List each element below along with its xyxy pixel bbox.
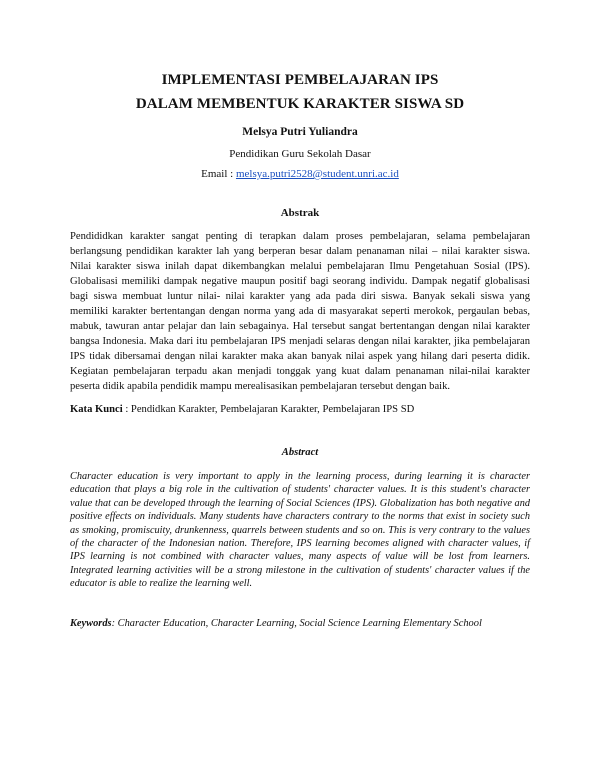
email-label: Email :	[201, 168, 236, 180]
kata-kunci-values: : Pendidkan Karakter, Pembelajaran Karakter, Pembelajaran IPS SD	[122, 404, 415, 415]
paper-title-line-2: DALAM MEMBENTUK KARAKTER SISWA SD	[135, 96, 465, 112]
keywords-values: : Character Education, Character Learning, Social Science Learning Elementary School	[111, 618, 482, 629]
abstrak-heading: Abstrak	[280, 207, 320, 219]
kata-kunci-label: Kata Kunci	[70, 404, 123, 415]
author-email-line	[0, 168, 600, 180]
abstrak-body: Pendididkan karakter sangat penting di terapkan dalam proses pembelajaran, selama pembelajaran berlangsung pendidikan karakter lah yang berperan besar dalam penanaman nilai – nilai karakter siswa. Nilai karakter siswa inilah dapat dikembangkan melalui pembelajaran Ilmu Pengetahuan Sosial (IPS). Globalisasi memiliki dampak negative maupun positif bagi seorang individu. Dampak negatif globalisasi bagi siswa membuat luntur nilai- nilai karakter yang ada pada diri siswa. Banyak sekali siswa yang memiliki karakter bertentangan dengan norma yang ada di masyarakat seperti merokok, pergaulan bebas, mabuk, tawuran antar pelajar dan lain sebagainya. Hal tersebut sangat bertentangan dengan nilai karakter bangsa Indonesia. Maka dari itu pembelajaran IPS menjadi selaras dengan nilai karakter, jika pembelajaran IPS tidak dibersamai dengan nilai karakter maka akan banyak nilai aspek yang hilang dari peserta didik. Kegiatan pembelajaran terpadu akan menjadi tonggak yang kuat dalam penanaman nilai-nilai karakter peserta didik apabila pendidik mampu merealisasikan pembelajaran tersebut dengan baik.	[70, 231, 530, 392]
author-affiliation: Pendidikan Guru Sekolah Dasar	[229, 148, 371, 160]
keywords-label: Keywords	[70, 618, 112, 629]
keywords-line	[70, 617, 530, 630]
author-name: Melsya Putri Yuliandra	[242, 126, 358, 138]
kata-kunci-line	[70, 404, 530, 415]
paper-title-line-1: IMPLEMENTASI PEMBELAJARAN IPS	[161, 72, 439, 88]
abstract-body: Character education is very important to apply in the learning process, during learning it is character education that plays a big role in the cultivation of students' character values. It is this student's character value that can be developed through the learning of Social Sciences (IPS). Globalization has both negative and positive effects on individuals. Many students have characters contrary to the norms that exist in society such as smoking, promiscuity, drunkenness, quarrels between students and so on. This is very contrary to the values of the character of the Indonesian nation. Therefore, IPS learning becomes aligned with character values, if IPS learning is not combined with character values, many aspects of value will be lost from learners. Integrated learning activities will be a strong milestone in the cultivation of students' character values if the educator is able to realize the learning well.	[70, 471, 530, 590]
abstract-heading: Abstract	[281, 447, 319, 458]
email-link[interactable]: melsya.putri2528@student.unri.ac.id	[235, 168, 399, 180]
